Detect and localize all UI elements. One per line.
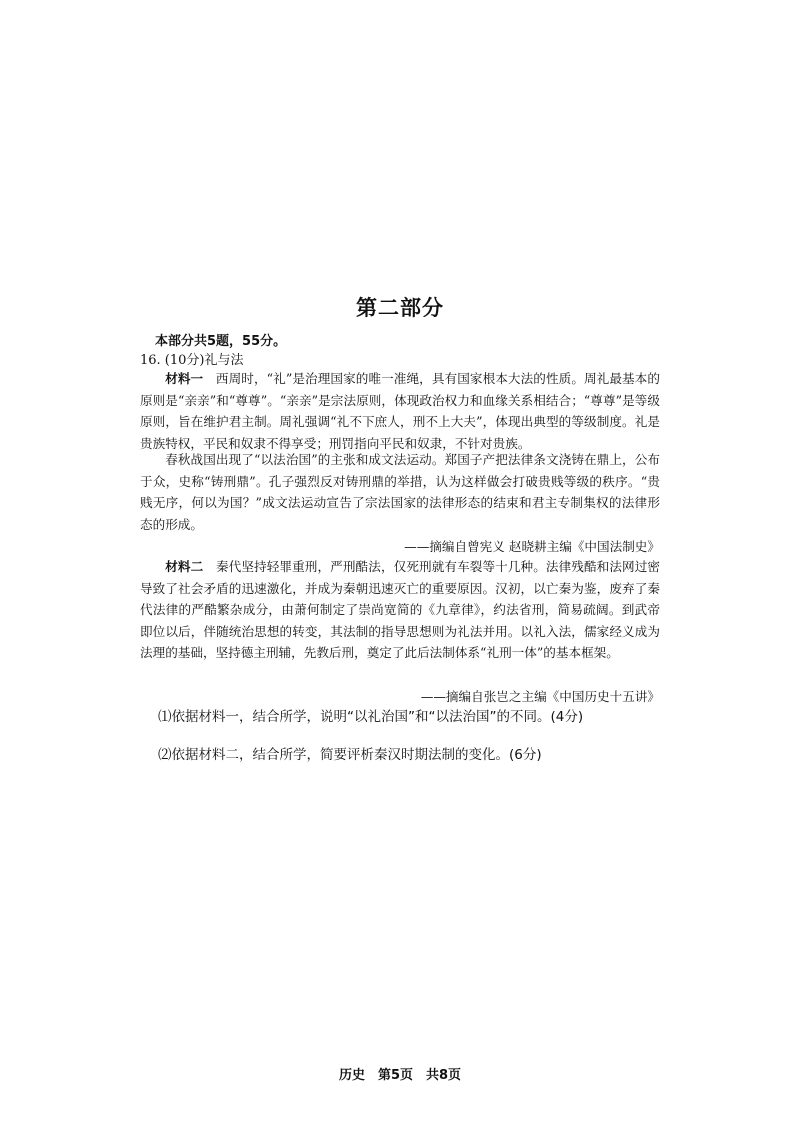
material-one-paragraph-1 (140, 368, 660, 454)
question-heading: 16. (10分)礼与法 (140, 353, 244, 368)
section-intro: 本部分共5题，55分。 (155, 334, 287, 349)
material-one-text-2: 春秋战国出现了“以法治国”的主张和成文法运动。郑国子产把法律条文浇铸在鼎上，公布于众，史称“铸刑鼎”。孔子强烈反对铸刑鼎的举措，认为这样做会打破贵贱等级的秩序。“贵贱无序，何以为国？”成文法运动宣告了宗法国家的法律形态的结束和君主专制集权的法律形态的形成。 (140, 452, 660, 532)
material-two-paragraph (140, 556, 660, 664)
material-two-text: 秦代坚持轻罪重刑，严刑酷法，仅死刑就有车裂等十几种。法律残酷和法网过密导致了社会矛盾的迅速激化，并成为秦朝迅速灭亡的重要原因。汉初，以亡秦为鉴，废弃了秦代法律的严酷繁杂成分，由萧何制定了崇尚宽简的《九章律》，约法省刑，简易疏阔。到武帝即位以后，伴随统治思想的转变，其法制的指导思想则为礼法并用。以礼入法，儒家经义成为法理的基础，坚持德主刑辅，先教后刑，奠定了此后法制体系“礼刑一体”的基本框架。 (140, 559, 661, 661)
sub-question-1: ⑴依据材料一，结合所学，说明“以礼治国”和“以法治国”的不同。(4分) (158, 709, 584, 725)
material-one-label: 材料一 (165, 371, 204, 386)
sub-question-2: ⑵依据材料二，结合所学，简要评析秦汉时期法制的变化。(6分) (158, 747, 542, 763)
material-two-label: 材料二 (165, 559, 204, 574)
material-one-paragraph-2 (140, 449, 660, 535)
material-two-source: ——摘编自张岂之主编《中国历史十五讲》 (420, 689, 660, 704)
page-footer: 历史 第5页 共8页 (338, 1068, 462, 1083)
section-title: 第二部分 (356, 296, 444, 320)
material-one-source: ——摘编自曾宪义 赵晓耕主编《中国法制史》 (404, 539, 660, 554)
material-one-text-1: 西周时，“礼”是治理国家的唯一准绳，具有国家根本大法的性质。周礼最基本的原则是“亲亲”和“尊尊”。“亲亲”是宗法原则，体现政治权力和血缘关系相结合；“尊尊”是等级原则，旨在维护君主制。周礼强调“礼不下庶人，刑不上大夫”，体现出典型的等级制度。礼是贵族特权，平民和奴隶不得享受；刑罚指向平民和奴隶，不针对贵族。 (140, 371, 661, 451)
